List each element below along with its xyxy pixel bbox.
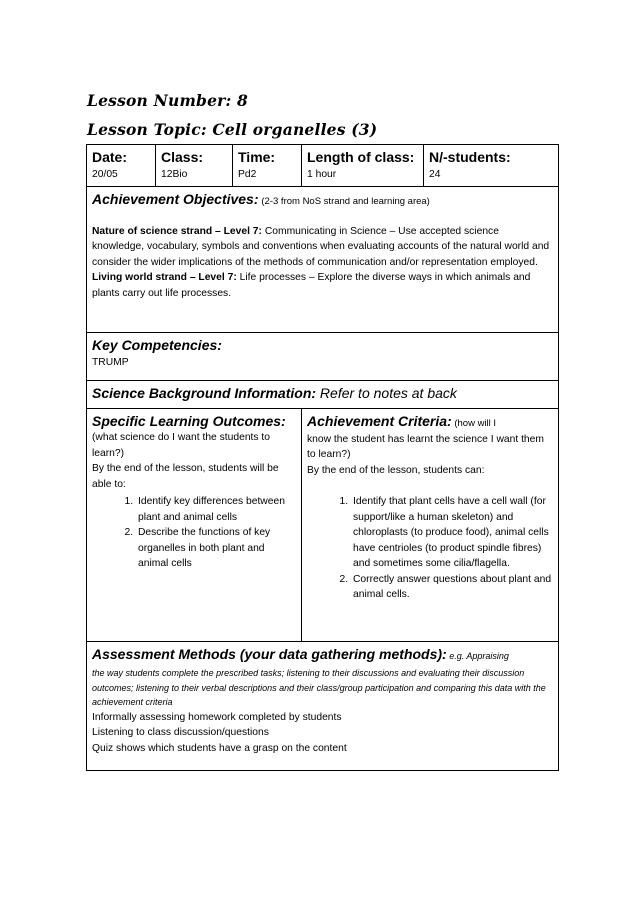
list-item: 2. Correctly answer questions about plant and animal cells.: [351, 572, 553, 603]
competencies-heading: Key Competencies:: [92, 337, 222, 353]
assessment-row: [87, 642, 559, 771]
assessment-line: Quiz shows which students have a grasp on the content: [92, 742, 347, 754]
nos-label: Nature of science strand – Level 7:: [92, 225, 262, 237]
time-value: Pd2: [238, 169, 257, 180]
length-cell: [302, 145, 424, 187]
length-label: Length of class:: [307, 149, 415, 165]
lesson-number: Lesson Number: 8: [87, 91, 249, 110]
date-cell: [87, 145, 156, 187]
competencies-value: TRUMP: [92, 357, 129, 368]
lesson-topic: Lesson Topic: Cell organelles (3): [87, 120, 378, 139]
achievement-note: (2-3 from NoS strand and learning area): [261, 196, 430, 207]
students-value: 24: [429, 169, 441, 180]
assessment-line: Listening to class discussion/questions: [92, 727, 269, 738]
nos-strand: [92, 224, 553, 271]
lesson-plan-table: [86, 144, 559, 771]
time-label: Time:: [238, 149, 276, 165]
assessment-line: Informally assessing homework completed by students: [92, 711, 342, 723]
outcomes-intro: By the end of the lesson, students will be able to:: [92, 463, 279, 490]
nos-text: Communicating in Science – Use accepted science knowledge, vocabulary, symbols and conventions when evaluating accounts of the natural world and consider the wider implications of the methods of communication and/or representation employed.: [92, 225, 550, 268]
outcomes-note: (what science do I want the students to learn?): [92, 432, 271, 459]
class-label: Class:: [161, 149, 204, 165]
achievement-heading: Achievement Objectives:: [92, 191, 259, 207]
living-label: Living world strand – Level 7:: [92, 272, 237, 283]
time-cell: [233, 145, 302, 187]
criteria-heading: Achievement Criteria:: [307, 413, 452, 429]
living-strand: [92, 270, 553, 301]
students-cell: [424, 145, 559, 187]
date-value: 20/05: [92, 169, 118, 180]
criteria-cell: [302, 409, 559, 642]
criteria-note-start: (how will I: [451, 418, 497, 429]
outcomes-row: [87, 409, 559, 642]
class-value: 12Bio: [161, 169, 188, 180]
assessment-cell: [87, 642, 559, 771]
students-label: N/-students:: [429, 149, 511, 165]
outcomes-list: [118, 494, 296, 572]
competencies-cell: [87, 333, 559, 381]
background-cell: [87, 381, 559, 409]
list-item: 1. Identify that plant cells have a cell wall (for support/like a human skeleton) and chloroplasts (to produce food), animal cells have centrioles (to product spindle fibres) and sometimes some cilia/flagella.: [351, 494, 553, 572]
background-heading: Science Background Information:: [92, 385, 317, 401]
info-row: [87, 145, 559, 187]
assessment-example-start: e.g. Appraising: [446, 651, 509, 661]
achievement-row: [87, 187, 559, 333]
list-item: 2. Describe the functions of key organelles in both plant and animal cells: [136, 525, 296, 572]
list-item: 1. Identify key differences between plant and animal cells: [136, 494, 296, 525]
date-label: Date:: [92, 149, 128, 165]
competencies-row: [87, 333, 559, 381]
living-text: Life processes – Explore the diverse ways in which animals and plants carry out life processes.: [92, 272, 531, 299]
background-row: [87, 381, 559, 409]
criteria-list: [333, 494, 553, 603]
assessment-heading: Assessment Methods (your data gathering methods):: [92, 646, 447, 662]
background-value: Refer to notes at back: [316, 385, 457, 401]
length-value: 1 hour: [307, 169, 337, 180]
assessment-example: the way students complete the prescribed tasks; listening to their discussions and evaluating their discussion outcomes; listening to their verbal descriptions and their class/group participation and comparing this data with the achievement criteria: [92, 668, 546, 707]
criteria-note: know the student has learnt the science I want them to learn?): [307, 433, 544, 460]
outcomes-heading: Specific Learning Outcomes:: [92, 413, 286, 429]
criteria-intro: By the end of the lesson, students can:: [307, 464, 485, 476]
outcomes-cell: [87, 409, 302, 642]
achievement-cell: [87, 187, 559, 333]
class-cell: [156, 145, 233, 187]
